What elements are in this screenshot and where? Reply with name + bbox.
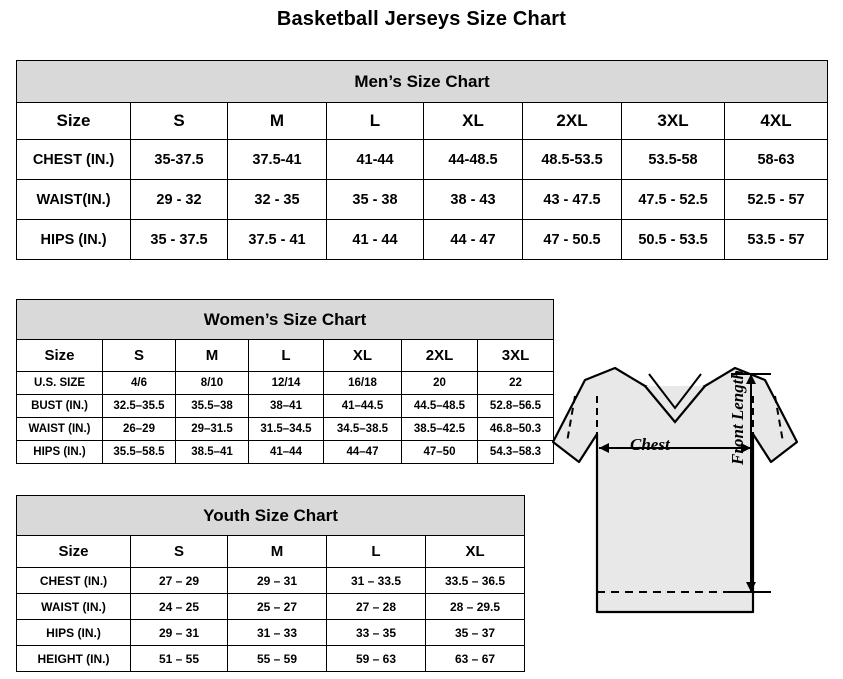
womens-hips-3xl: 54.3–58.3 <box>478 441 554 464</box>
youth-chart-header-row <box>17 496 525 536</box>
womens-bust-2xl: 44.5–48.5 <box>402 395 478 418</box>
mens-hips-l: 41 - 44 <box>327 220 424 260</box>
mens-col-m: M <box>228 103 327 140</box>
youth-row-label-chest: CHEST (IN.) <box>17 568 131 594</box>
youth-col-m: M <box>228 536 327 568</box>
womens-bust-m: 35.5–38 <box>176 395 249 418</box>
womens-us-size-l: 12/14 <box>249 372 324 395</box>
table-row <box>17 418 554 441</box>
mens-row-label-waist: WAIST(IN.) <box>17 180 131 220</box>
womens-col-l: L <box>249 340 324 372</box>
mens-chest-3xl: 53.5-58 <box>622 140 725 180</box>
mens-row-label-chest: CHEST (IN.) <box>17 140 131 180</box>
youth-height-l: 59 – 63 <box>327 646 426 672</box>
womens-bust-s: 32.5–35.5 <box>103 395 176 418</box>
mens-hips-2xl: 47 - 50.5 <box>523 220 622 260</box>
womens-col-xl: XL <box>324 340 402 372</box>
youth-column-header-row <box>17 536 525 568</box>
womens-us-size-m: 8/10 <box>176 372 249 395</box>
womens-row-label-hips: HIPS (IN.) <box>17 441 103 464</box>
womens-waist-s: 26–29 <box>103 418 176 441</box>
youth-col-size: Size <box>17 536 131 568</box>
youth-chart-header: Youth Size Chart <box>17 496 525 536</box>
table-row <box>17 441 554 464</box>
womens-row-label-us-size: U.S. SIZE <box>17 372 103 395</box>
youth-chest-m: 29 – 31 <box>228 568 327 594</box>
mens-col-4xl: 4XL <box>725 103 828 140</box>
mens-hips-s: 35 - 37.5 <box>131 220 228 260</box>
mens-hips-4xl: 53.5 - 57 <box>725 220 828 260</box>
womens-waist-m: 29–31.5 <box>176 418 249 441</box>
womens-bust-xl: 41–44.5 <box>324 395 402 418</box>
youth-hips-s: 29 – 31 <box>131 620 228 646</box>
youth-waist-xl: 28 – 29.5 <box>426 594 525 620</box>
womens-bust-3xl: 52.8–56.5 <box>478 395 554 418</box>
mens-chart-header: Men’s Size Chart <box>17 61 828 103</box>
youth-hips-l: 33 – 35 <box>327 620 426 646</box>
youth-height-xl: 63 – 67 <box>426 646 525 672</box>
mens-chest-m: 37.5-41 <box>228 140 327 180</box>
youth-hips-xl: 35 – 37 <box>426 620 525 646</box>
mens-size-chart-table <box>16 60 828 260</box>
youth-col-xl: XL <box>426 536 525 568</box>
table-row <box>17 140 828 180</box>
womens-hips-2xl: 47–50 <box>402 441 478 464</box>
womens-hips-m: 38.5–41 <box>176 441 249 464</box>
womens-column-header-row <box>17 340 554 372</box>
womens-hips-l: 41–44 <box>249 441 324 464</box>
youth-height-s: 51 – 55 <box>131 646 228 672</box>
mens-waist-xl: 38 - 43 <box>424 180 523 220</box>
youth-size-chart-table <box>16 495 525 672</box>
table-row <box>17 646 525 672</box>
mens-waist-4xl: 52.5 - 57 <box>725 180 828 220</box>
mens-col-s: S <box>131 103 228 140</box>
youth-waist-m: 25 – 27 <box>228 594 327 620</box>
womens-chart-header-row <box>17 300 554 340</box>
mens-hips-xl: 44 - 47 <box>424 220 523 260</box>
mens-chest-2xl: 48.5-53.5 <box>523 140 622 180</box>
womens-waist-2xl: 38.5–42.5 <box>402 418 478 441</box>
table-row <box>17 180 828 220</box>
womens-hips-s: 35.5–58.5 <box>103 441 176 464</box>
chest-dimension-label: Chest <box>630 435 670 454</box>
womens-col-2xl: 2XL <box>402 340 478 372</box>
page-title: Basketball Jerseys Size Chart <box>276 8 567 30</box>
mens-chest-l: 41-44 <box>327 140 424 180</box>
mens-col-xl: XL <box>424 103 523 140</box>
mens-waist-l: 35 - 38 <box>327 180 424 220</box>
youth-row-label-waist: WAIST (IN.) <box>17 594 131 620</box>
womens-waist-l: 31.5–34.5 <box>249 418 324 441</box>
mens-col-3xl: 3XL <box>622 103 725 140</box>
youth-col-s: S <box>131 536 228 568</box>
table-row <box>17 220 828 260</box>
youth-chest-s: 27 – 29 <box>131 568 228 594</box>
womens-col-3xl: 3XL <box>478 340 554 372</box>
youth-chest-l: 31 – 33.5 <box>327 568 426 594</box>
womens-col-m: M <box>176 340 249 372</box>
mens-waist-2xl: 43 - 47.5 <box>523 180 622 220</box>
womens-us-size-3xl: 22 <box>478 372 554 395</box>
mens-col-2xl: 2XL <box>523 103 622 140</box>
table-row <box>17 395 554 418</box>
youth-row-label-hips: HIPS (IN.) <box>17 620 131 646</box>
mens-chest-xl: 44-48.5 <box>424 140 523 180</box>
jersey-shirt-icon <box>545 330 835 670</box>
womens-bust-l: 38–41 <box>249 395 324 418</box>
mens-col-l: L <box>327 103 424 140</box>
womens-us-size-s: 4/6 <box>103 372 176 395</box>
youth-row-label-height: HEIGHT (IN.) <box>17 646 131 672</box>
womens-chart-header: Women’s Size Chart <box>17 300 554 340</box>
youth-waist-l: 27 – 28 <box>327 594 426 620</box>
mens-chest-4xl: 58-63 <box>725 140 828 180</box>
womens-row-label-waist: WAIST (IN.) <box>17 418 103 441</box>
youth-hips-m: 31 – 33 <box>228 620 327 646</box>
mens-chest-s: 35-37.5 <box>131 140 228 180</box>
youth-chest-xl: 33.5 – 36.5 <box>426 568 525 594</box>
womens-col-size: Size <box>17 340 103 372</box>
mens-waist-s: 29 - 32 <box>131 180 228 220</box>
front-length-dimension-label: Front Length <box>728 370 747 465</box>
mens-waist-3xl: 47.5 - 52.5 <box>622 180 725 220</box>
mens-hips-m: 37.5 - 41 <box>228 220 327 260</box>
womens-us-size-2xl: 20 <box>402 372 478 395</box>
table-row <box>17 568 525 594</box>
mens-row-label-hips: HIPS (IN.) <box>17 220 131 260</box>
youth-height-m: 55 – 59 <box>228 646 327 672</box>
womens-row-label-bust: BUST (IN.) <box>17 395 103 418</box>
womens-waist-3xl: 46.8–50.3 <box>478 418 554 441</box>
youth-waist-s: 24 – 25 <box>131 594 228 620</box>
mens-hips-3xl: 50.5 - 53.5 <box>622 220 725 260</box>
womens-col-s: S <box>103 340 176 372</box>
jersey-measurement-diagram <box>545 330 835 670</box>
womens-size-chart-table <box>16 299 554 464</box>
youth-col-l: L <box>327 536 426 568</box>
mens-column-header-row <box>17 103 828 140</box>
womens-hips-xl: 44–47 <box>324 441 402 464</box>
mens-chart-header-row <box>17 61 828 103</box>
womens-waist-xl: 34.5–38.5 <box>324 418 402 441</box>
womens-us-size-xl: 16/18 <box>324 372 402 395</box>
table-row <box>17 620 525 646</box>
mens-waist-m: 32 - 35 <box>228 180 327 220</box>
table-row <box>17 594 525 620</box>
mens-col-size: Size <box>17 103 131 140</box>
table-row <box>17 372 554 395</box>
